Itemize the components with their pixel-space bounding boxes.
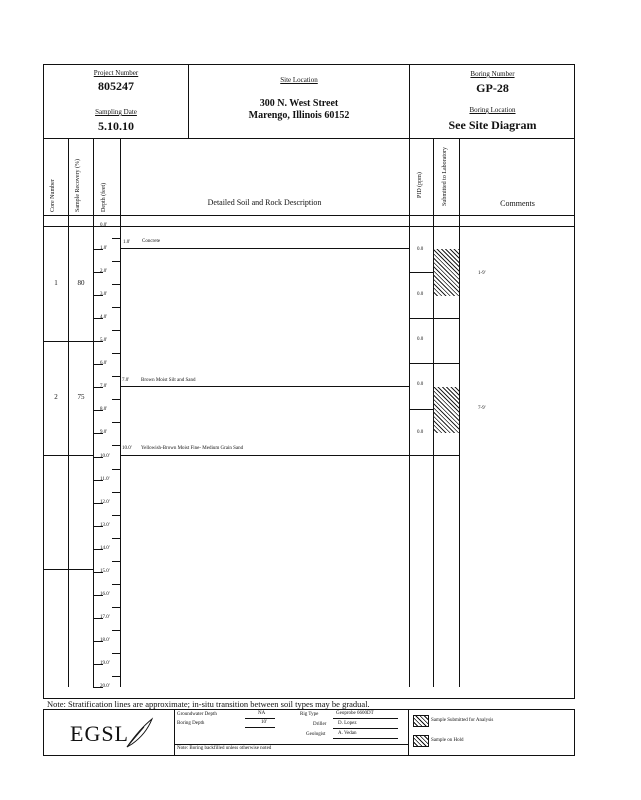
column-header-divider-2: [43, 226, 575, 227]
depth-label: 15.0': [100, 569, 110, 574]
groundwater-label: Groundwater Depth: [177, 712, 217, 717]
depth-minor-tick: [112, 515, 120, 516]
sample-submitted-hatch: [434, 249, 459, 296]
site-address-line-2: Marengo, Illinois 60152: [248, 110, 350, 121]
depth-minor-tick: [112, 422, 120, 423]
depth-label: 13.0': [100, 523, 110, 528]
depth-label: 17.0': [100, 615, 110, 620]
depth-label: 3.0': [100, 292, 108, 297]
driller-label: Driller: [313, 722, 327, 727]
sample-recovery-header: Sample Recovery (%): [75, 159, 81, 212]
pid-value: 0.0: [417, 382, 424, 387]
core-number-2: 2: [54, 393, 58, 401]
site-address-line-1: 300 N. West Street: [259, 98, 339, 109]
pid-header: PID (ppm): [417, 172, 423, 198]
depth-minor-tick: [112, 238, 120, 239]
depth-minor-tick: [112, 445, 120, 446]
depth-minor-tick: [112, 492, 120, 493]
layer-description-1: Concrete: [142, 239, 161, 244]
depth-label: 19.0': [100, 661, 110, 666]
rig-type-value: Geoprobe 6600DT: [336, 711, 374, 716]
pid-row-divider: [410, 318, 459, 319]
depth-minor-tick: [112, 307, 120, 308]
project-number-label: Project Number: [93, 69, 139, 77]
header-divider-h: [43, 138, 575, 139]
backfill-note: Note: Boring backfilled unless otherwise noted: [177, 746, 272, 751]
depth-label: 16.0': [100, 592, 110, 597]
boring-location-label: Boring Location: [469, 106, 516, 114]
col-line-3: [120, 139, 121, 687]
depth-label: 1.0': [100, 246, 108, 251]
boring-bottom-line: [120, 455, 459, 456]
col-line-1: [68, 139, 69, 687]
depth-minor-tick: [112, 607, 120, 608]
depth-minor-tick: [112, 538, 120, 539]
depth-label: 14.0': [100, 546, 110, 551]
sampling-date-label: Sampling Date: [95, 108, 137, 116]
depth-minor-tick: [112, 561, 120, 562]
depth-minor-tick: [112, 284, 120, 285]
depth-label: 6.0': [100, 361, 108, 366]
depth-label: 18.0': [100, 638, 110, 643]
legend-analysis-label: Sample Submitted for Analysis: [431, 718, 494, 723]
layer-boundary: [120, 248, 409, 249]
boring-location: See Site Diagram: [448, 118, 537, 132]
boring-number: GP-28: [476, 81, 509, 95]
depth-minor-tick: [112, 584, 120, 585]
driller-underline: [333, 728, 398, 729]
depth-minor-tick: [112, 653, 120, 654]
core-number-1: 1: [54, 279, 58, 287]
footer-divider-h: [174, 744, 408, 745]
groundwater-underline: [245, 718, 275, 719]
geologist-underline: [333, 738, 398, 739]
depth-label: 0.0': [100, 223, 108, 228]
column-header-divider: [43, 215, 575, 216]
rig-type-underline: [333, 718, 398, 719]
depth-label: 8.0': [100, 407, 108, 412]
boring-depth-value: 10': [261, 720, 267, 725]
depth-label: 4.0': [100, 315, 108, 320]
legend-hold-label: Sample on Hold: [431, 738, 464, 743]
feather-logo-icon: [124, 717, 154, 749]
layer-depth-3: 10.0': [122, 446, 132, 451]
project-number: 805247: [98, 79, 134, 93]
pid-value: 0.0: [417, 430, 424, 435]
depth-label: 20.0': [100, 684, 110, 689]
depth-label: 5.0': [100, 338, 108, 343]
layer-depth-2: 7.0': [122, 378, 130, 383]
footer-divider-1: [174, 709, 175, 756]
boring-depth-underline: [245, 727, 275, 728]
depth-minor-tick: [112, 399, 120, 400]
depth-minor-tick: [112, 353, 120, 354]
driller-value: D. Lopez: [338, 721, 357, 726]
boring-depth-label: Boring Depth: [177, 721, 205, 726]
comment-1: 1-9': [478, 271, 486, 276]
comment-2: 7-9': [478, 406, 486, 411]
rig-type-label: Rig Type: [300, 712, 319, 717]
col-line-6: [459, 139, 460, 687]
depth-minor-tick: [112, 261, 120, 262]
pid-row-divider: [410, 363, 459, 364]
depth-label: 11.0': [100, 477, 110, 482]
egsl-logo: EGSL: [70, 721, 129, 746]
pid-value: 0.0: [417, 247, 424, 252]
col-line-4: [409, 139, 410, 687]
depth-minor-tick: [112, 330, 120, 331]
submitted-header: Submitted to Laboratory: [442, 147, 448, 206]
sample-submitted-hatch: [434, 387, 459, 433]
pid-value: 0.0: [417, 337, 424, 342]
geologist-label: Geologist: [306, 732, 326, 737]
depth-header: Depth (feet): [101, 182, 107, 212]
recovery-2: 75: [77, 393, 85, 401]
groundwater-value: NA: [258, 711, 266, 716]
layer-boundary: [120, 386, 409, 387]
depth-label: 10.0': [100, 454, 110, 459]
footer-divider-2: [408, 709, 409, 756]
legend-analysis-swatch: [413, 715, 429, 727]
layer-depth-1: 1.0': [123, 240, 131, 245]
sample-boundary: [44, 455, 94, 456]
comments-header: Comments: [500, 199, 535, 208]
col-line-2: [93, 139, 94, 687]
sampling-date: 5.10.10: [98, 119, 134, 133]
geologist-value: A. Vedan: [338, 731, 357, 736]
layer-description-2: Brown Moist Silt and Sand: [141, 378, 196, 383]
layer-description-3: Yellowish-Brown Moist Fine- Medium Grain Sand: [141, 446, 244, 451]
sample-boundary: [44, 341, 94, 342]
depth-minor-tick: [112, 676, 120, 677]
depth-label: 9.0': [100, 430, 108, 435]
depth-label: 7.0': [100, 384, 108, 389]
site-location-label: Site Location: [280, 76, 318, 84]
pid-value: 0.0: [417, 292, 424, 297]
boring-number-label: Boring Number: [470, 70, 515, 78]
legend-hold-swatch: [413, 735, 429, 747]
depth-label: 2.0': [100, 269, 108, 274]
depth-minor-tick: [112, 630, 120, 631]
core-number-header: Core Number: [50, 179, 56, 212]
depth-minor-tick: [112, 469, 120, 470]
sample-boundary: [44, 569, 94, 570]
depth-minor-tick: [112, 376, 120, 377]
stratification-note: Note: Stratification lines are approximate; in-situ transition between soil types may be gradual.: [47, 699, 370, 709]
recovery-1: 80: [77, 279, 85, 287]
description-header: Detailed Soil and Rock Description: [207, 198, 322, 207]
depth-label: 12.0': [100, 500, 110, 505]
